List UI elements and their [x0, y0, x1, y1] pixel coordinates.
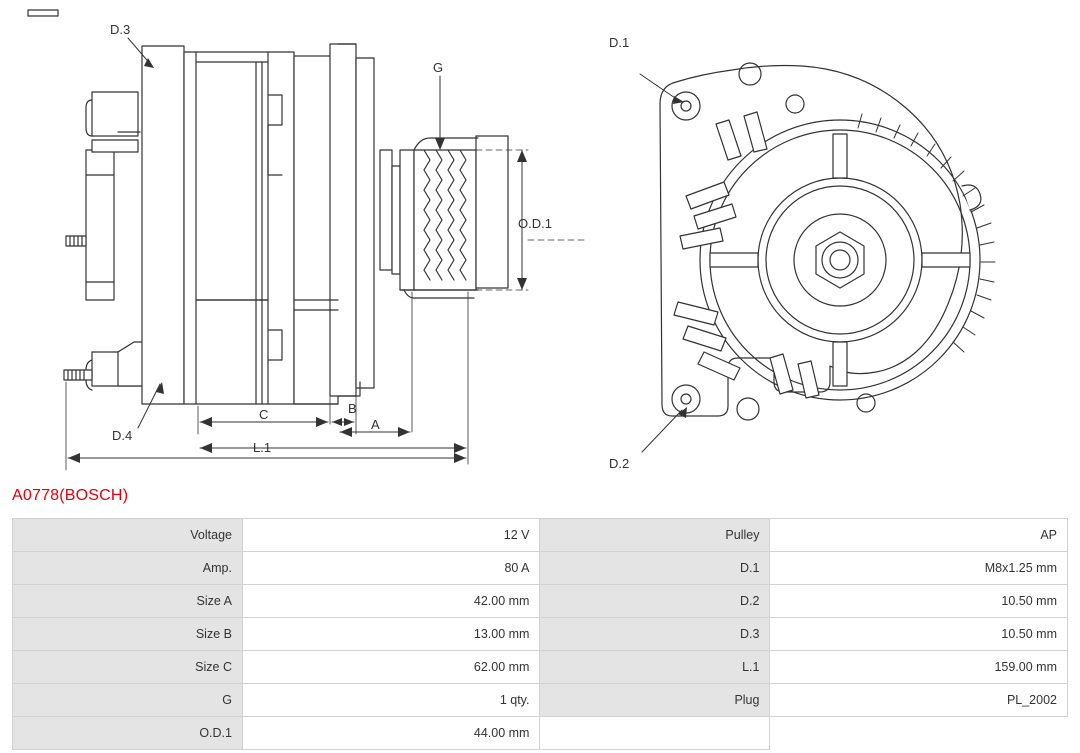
spec-value: 62.00 mm	[242, 651, 540, 684]
spec-value: PL_2002	[770, 684, 1068, 717]
spec-label: Size A	[13, 585, 243, 618]
spec-label: L.1	[540, 651, 770, 684]
spec-label: G	[13, 684, 243, 717]
label-c: C	[259, 407, 269, 422]
label-od1: O.D.1	[518, 216, 552, 231]
page-title: A0778(BOSCH)	[12, 487, 129, 504]
spec-label: Voltage	[13, 519, 243, 552]
spec-label: Pulley	[540, 519, 770, 552]
table-row	[13, 519, 1068, 552]
spec-label: Size B	[13, 618, 243, 651]
table-row	[13, 585, 1068, 618]
table-row	[13, 684, 1068, 717]
table-row	[13, 717, 1068, 750]
table-row	[13, 618, 1068, 651]
label-d4: D.4	[112, 428, 133, 443]
spec-value: 159.00 mm	[770, 651, 1068, 684]
spec-value: 42.00 mm	[242, 585, 540, 618]
label-d2: D.2	[609, 456, 630, 471]
label-b: B	[348, 401, 357, 416]
spec-value: 44.00 mm	[242, 717, 540, 750]
spec-value: 13.00 mm	[242, 618, 540, 651]
spec-label: D.3	[540, 618, 770, 651]
spec-label: Size C	[13, 651, 243, 684]
spec-value: 10.50 mm	[770, 585, 1068, 618]
spec-label: Amp.	[13, 552, 243, 585]
spec-value: 10.50 mm	[770, 618, 1068, 651]
spec-label: D.2	[540, 585, 770, 618]
specifications-table	[12, 518, 1068, 750]
label-l1: L.1	[253, 440, 272, 455]
spec-value: AP	[770, 519, 1068, 552]
spec-label: Plug	[540, 684, 770, 717]
spec-value: 1 qty.	[242, 684, 540, 717]
label-a: A	[371, 417, 380, 432]
spec-empty-cell	[540, 717, 770, 750]
spec-value: M8x1.25 mm	[770, 552, 1068, 585]
label-g: G	[433, 60, 444, 75]
table-row	[13, 552, 1068, 585]
spec-label: O.D.1	[13, 717, 243, 750]
spec-empty-cell	[770, 717, 1068, 750]
spec-value: 80 A	[242, 552, 540, 585]
spec-label: D.1	[540, 552, 770, 585]
label-d1: D.1	[609, 35, 630, 50]
table-row	[13, 651, 1068, 684]
spec-value: 12 V	[242, 519, 540, 552]
label-d3: D.3	[110, 22, 131, 37]
